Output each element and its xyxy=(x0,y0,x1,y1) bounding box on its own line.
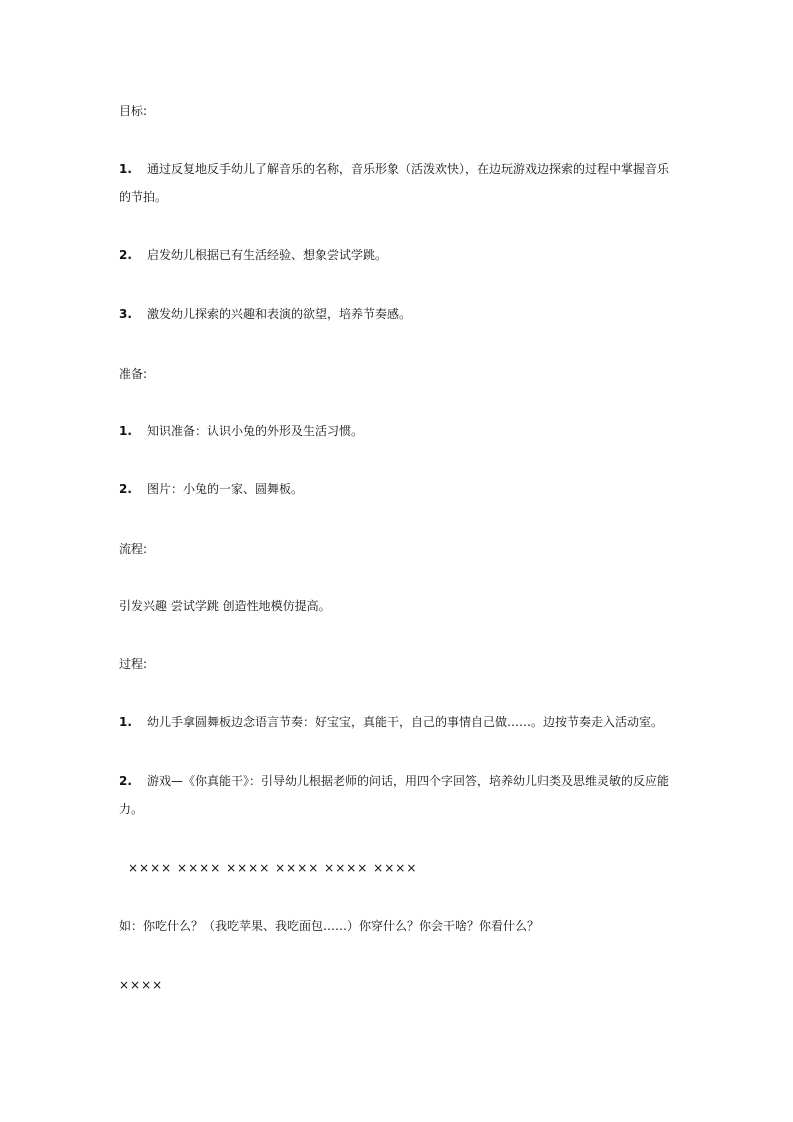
goal-number-3: 3. xyxy=(119,307,132,321)
goal-text-2: 启发幼儿根据已有生活经验、想象尝试学跳。 xyxy=(147,248,388,262)
process-text-2: 游戏—《你真能干》：引导幼儿根据老师的问话，用四个字回答，培养幼儿归类及思维灵敏的反应能力。 xyxy=(119,774,670,816)
flow-text: 引发兴趣 尝试学跳 创造性地模仿提高。 xyxy=(119,599,331,613)
process-text-1: 幼儿手拿圆舞板边念语言节奏：好宝宝，真能干，自己的事情自己做……。边按节奏走入活动室。 xyxy=(147,715,664,729)
goal-item-3 xyxy=(119,300,679,328)
prep-text-2: 图片：小兔的一家、圆舞板。 xyxy=(147,482,304,496)
process-item-1 xyxy=(119,708,679,736)
prep-number-2: 2. xyxy=(119,482,132,496)
process-number-1: 1. xyxy=(119,715,132,729)
prep-item-1 xyxy=(119,417,679,445)
flow-heading: 流程: xyxy=(119,542,148,556)
goal-text-3: 激发幼儿探索的兴趣和表演的欲望，培养节奏感。 xyxy=(147,307,412,321)
rhythm-row: ×××× ×××× ×××× ×××× ×××× ×××× xyxy=(128,861,418,875)
example-text: 如：你吃什么？（我吃苹果、我吃面包……）你穿什么？你会干啥？你看什么？ xyxy=(119,919,540,933)
prep-item-2 xyxy=(119,475,679,503)
goal-number-1: 1. xyxy=(119,162,132,176)
process-number-2: 2. xyxy=(119,774,132,788)
rhythm-short: ×××× xyxy=(119,978,164,992)
goal-item-1 xyxy=(119,155,679,211)
goal-heading: 目标: xyxy=(119,104,148,118)
prep-text-1: 知识准备：认识小兔的外形及生活习惯。 xyxy=(147,424,364,438)
prep-number-1: 1. xyxy=(119,424,132,438)
goal-number-2: 2. xyxy=(119,248,132,262)
process-heading: 过程: xyxy=(119,657,148,671)
goal-text-1: 通过反复地反手幼儿了解音乐的名称，音乐形象（活泼欢快），在边玩游戏边探索的过程中掌握音乐的节拍。 xyxy=(119,162,670,204)
goal-item-2 xyxy=(119,241,679,269)
prep-heading: 准备: xyxy=(119,367,148,381)
process-item-2 xyxy=(119,767,679,823)
